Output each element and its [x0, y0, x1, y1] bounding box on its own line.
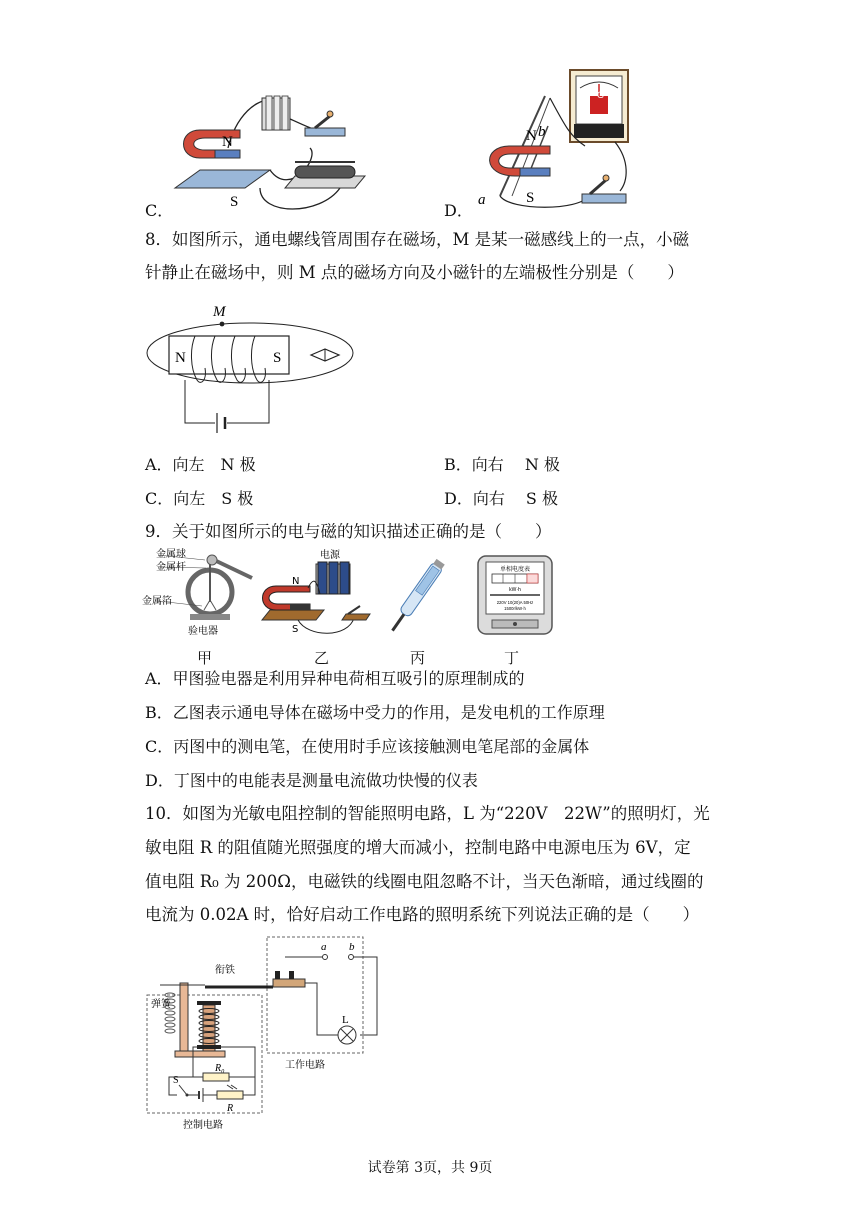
svg-text:G: G	[597, 90, 605, 100]
fig-d-s-label: S	[526, 190, 535, 206]
q8-stem-line-1: 8．如图所示，通电螺线管周围存在磁场，M 是某一磁感线上的一点，小磁	[145, 230, 690, 249]
svg-text:a: a	[321, 941, 327, 953]
svg-text:金属杆: 金属杆	[156, 562, 186, 573]
q8-option-c[interactable]: C．向左 S 极	[145, 489, 254, 508]
q9-fig-test-pencil	[386, 552, 446, 642]
svg-text:单相电度表: 单相电度表	[499, 567, 531, 573]
q8-option-b[interactable]: B．向右 N 极	[444, 455, 560, 474]
q9-caption-yi: 乙	[314, 649, 330, 667]
solenoid-s-label: S	[273, 350, 282, 366]
q8-option-a[interactable]: A．向左 N 极	[145, 455, 256, 474]
q9-fig-energy-meter	[476, 554, 556, 644]
svg-text:1500r/kW·h: 1500r/kW·h	[504, 606, 526, 611]
fig-d-a-label: a	[478, 192, 486, 208]
fig-c-n-label: N	[222, 134, 233, 150]
svg-text:电源: 电源	[320, 550, 340, 561]
svg-text:金属球: 金属球	[156, 549, 186, 560]
work-circuit-label: 工作电路	[285, 1060, 325, 1071]
r0-label: R₀	[215, 1063, 225, 1074]
q7-option-d-label: D．	[444, 201, 473, 220]
point-m-label: M	[213, 304, 226, 320]
fig-d-n-label: N	[526, 128, 537, 144]
svg-text:S: S	[292, 624, 299, 635]
q10-circuit-figure	[145, 935, 395, 1135]
q8-stem-line-2: 针静止在磁场中，则 M 点的磁场方向及小磁针的左端极性分别是（ ）	[145, 263, 684, 282]
q7-option-c-label: C．	[145, 201, 174, 220]
armature-label: 衔铁	[215, 965, 235, 976]
q9-fig-electroscope	[142, 548, 260, 638]
svg-text:b: b	[349, 941, 355, 953]
q9-option-d[interactable]: D．丁图中的电能表是测量电流做功快慢的仪表	[145, 771, 478, 790]
q9-option-b[interactable]: B．乙图表示通电导体在磁场中受力的作用，是发电机的工作原理	[145, 703, 605, 722]
svg-text:N: N	[292, 576, 300, 587]
battery-pack-icon	[316, 562, 350, 594]
switch-icon	[305, 111, 345, 136]
q7-figure-c	[170, 88, 380, 218]
rheostat-icon	[285, 162, 365, 188]
spring-label: 弹簧	[151, 999, 171, 1010]
lamp-label: L	[342, 1014, 349, 1026]
fig-d-b-label: b	[538, 124, 546, 140]
compass-needle-icon	[311, 349, 339, 361]
fig-c-s-label: S	[230, 194, 239, 210]
q10-stem-line-3: 值电阻 R₀ 为 200Ω，电磁铁的线圈电阻忽略不计，当天色渐暗，通过线圈的	[145, 872, 704, 891]
q10-stem-line-1: 10．如图为光敏电阻控制的智能照明电路，L 为“220V 22W”的照明灯，光	[145, 804, 710, 823]
photoresistor-r-label: R	[227, 1103, 234, 1114]
galvanometer-icon	[570, 70, 628, 142]
battery-pack-icon	[262, 96, 290, 130]
q9-caption-ding: 丁	[504, 649, 520, 667]
svg-text:kW·h: kW·h	[509, 587, 521, 593]
svg-text:验电器: 验电器	[188, 626, 218, 637]
q10-stem-line-4: 电流为 0.02A 时，恰好启动工作电路的照明系统下列说法正确的是（ ）	[145, 905, 700, 924]
q7-figure-d	[470, 66, 640, 216]
q9-caption-bing: 丙	[410, 649, 426, 667]
q9-caption-jia: 甲	[197, 649, 213, 667]
q8-option-d[interactable]: D．向右 S 极	[444, 489, 558, 508]
q10-stem-line-2: 敏电阻 R 的阻值随光照强度的增大而减小，控制电路中电源电压为 6V，定	[145, 838, 691, 857]
q9-option-c[interactable]: C．丙图中的测电笔，在使用时手应该接触测电笔尾部的金属体	[145, 737, 590, 756]
q9-stem: 9．关于如图所示的电与磁的知识描述正确的是（ ）	[145, 522, 552, 541]
switch-s-label: S	[173, 1075, 179, 1086]
svg-text:220V 10(20)A 50Hz: 220V 10(20)A 50Hz	[496, 600, 534, 605]
solenoid-n-label: N	[175, 350, 186, 366]
switch-icon	[582, 175, 626, 203]
control-circuit-label: 控制电路	[183, 1120, 223, 1131]
page-footer: 试卷第 3页，共 9页	[367, 1160, 493, 1176]
q9-option-a[interactable]: A．甲图验电器是利用异种电荷相互吸引的原理制成的	[145, 669, 525, 688]
svg-text:金属箔: 金属箔	[142, 596, 172, 607]
q8-solenoid-figure	[145, 298, 355, 438]
q9-fig-magnet-circuit	[258, 548, 376, 640]
horseshoe-magnet-icon	[490, 146, 550, 176]
